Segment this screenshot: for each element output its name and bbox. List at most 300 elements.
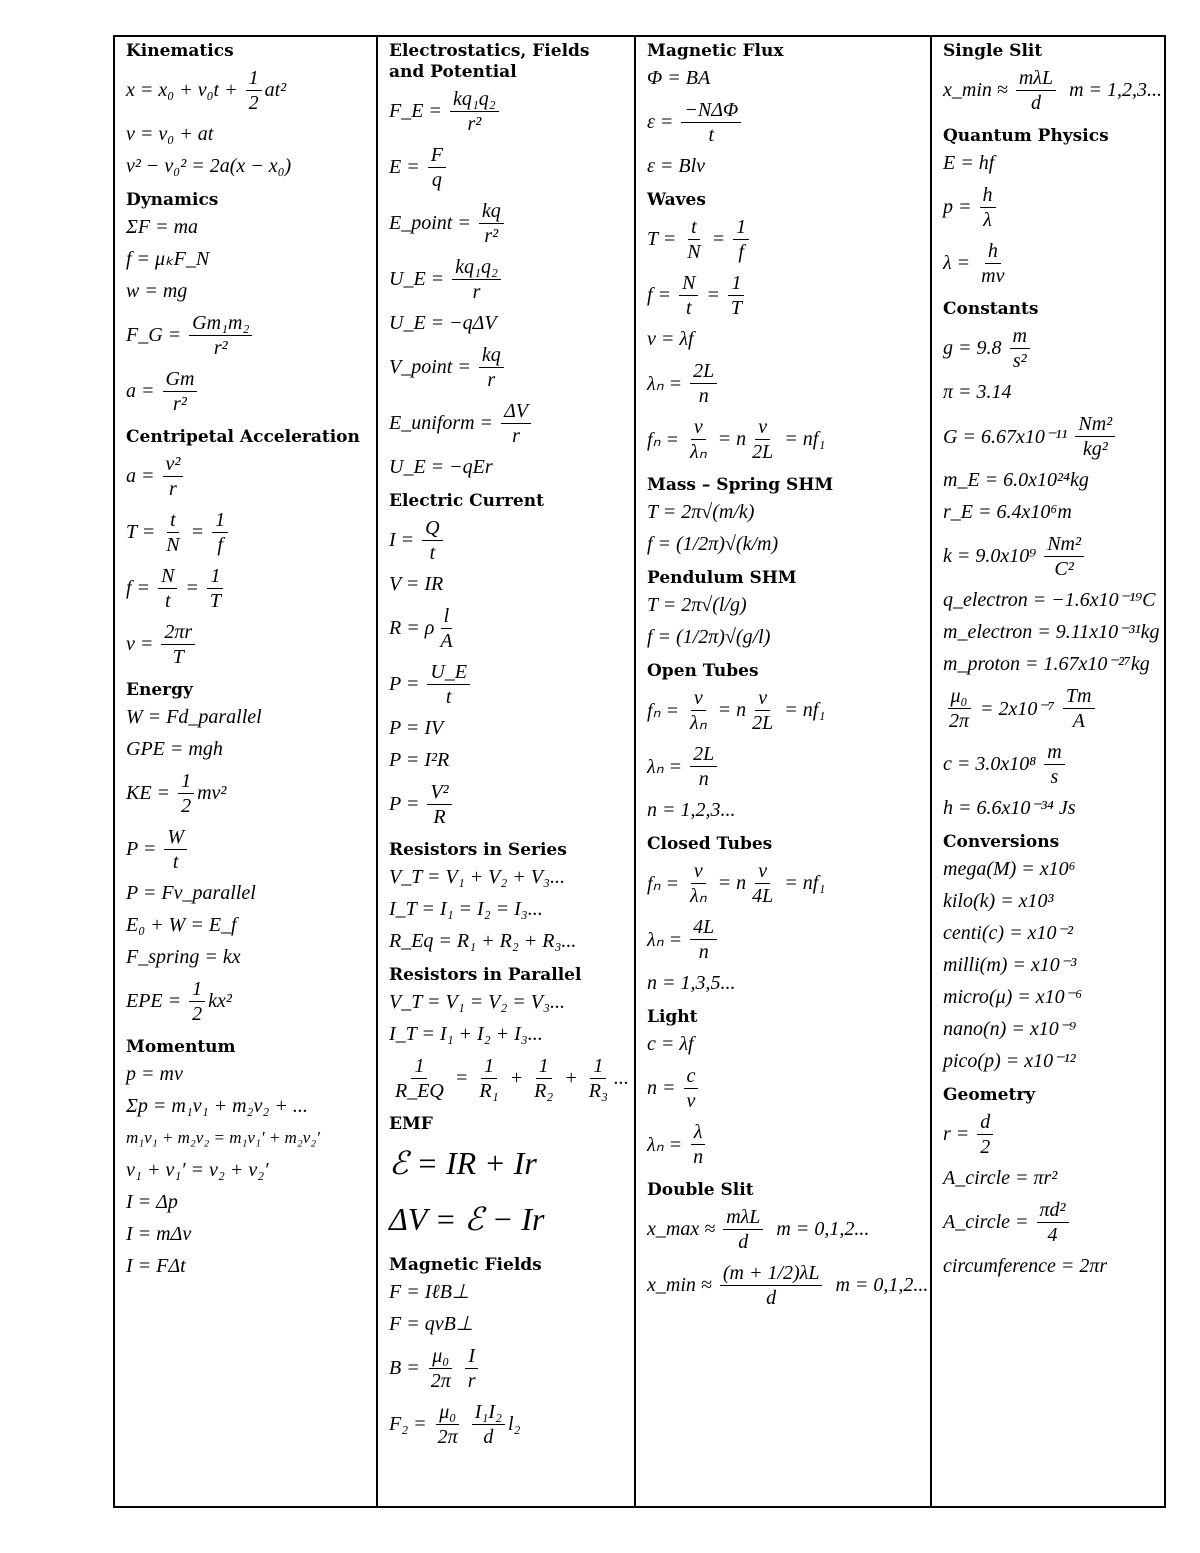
fraction bbox=[246, 66, 262, 115]
denominator: f bbox=[738, 240, 744, 263]
numerator: v² bbox=[163, 452, 184, 477]
formula-lhs: E_uniform = bbox=[389, 411, 499, 434]
formula-lhs: x_max ≈ bbox=[647, 1217, 721, 1240]
denominator: 4 bbox=[1047, 1223, 1058, 1246]
numerator: Q bbox=[422, 516, 442, 541]
numerator: μ₀ bbox=[948, 684, 971, 709]
formula bbox=[389, 1340, 630, 1396]
denominator: λₙ bbox=[690, 440, 707, 463]
section-title: Light bbox=[647, 1007, 698, 1027]
formula: F = IℓB⊥ bbox=[389, 1281, 470, 1303]
numerator: l bbox=[441, 604, 453, 629]
denominator: 4L bbox=[752, 884, 774, 907]
formula: m_electron = 9.11x10⁻³¹kg bbox=[943, 621, 1160, 643]
denominator: r bbox=[169, 477, 177, 500]
formula: GPE = mgh bbox=[126, 738, 223, 760]
fraction bbox=[207, 564, 224, 613]
fraction bbox=[163, 508, 182, 557]
formula-op: = n bbox=[712, 871, 747, 894]
denominator: 2L bbox=[752, 440, 774, 463]
formula bbox=[647, 1257, 929, 1313]
fraction bbox=[679, 271, 698, 320]
numerator: 1 bbox=[189, 977, 205, 1002]
denominator: v bbox=[686, 1089, 696, 1112]
numerator: m bbox=[1044, 740, 1064, 765]
fraction bbox=[1016, 66, 1056, 115]
fraction bbox=[427, 660, 470, 709]
formula bbox=[943, 1194, 1160, 1250]
section-title: Magnetic Flux bbox=[647, 41, 784, 61]
formula-op: + bbox=[559, 1066, 583, 1089]
formula-lhs: λₙ = bbox=[647, 928, 688, 951]
fraction bbox=[479, 199, 504, 248]
denominator: t bbox=[172, 850, 179, 873]
denominator: R₂ bbox=[534, 1079, 554, 1102]
denominator: q bbox=[431, 168, 442, 191]
formula bbox=[126, 616, 372, 672]
section bbox=[389, 41, 630, 483]
formula-lhs: P = bbox=[389, 672, 425, 695]
fraction bbox=[978, 239, 1007, 288]
section bbox=[943, 299, 1160, 824]
formula bbox=[943, 62, 1163, 118]
section-title: Closed Tubes bbox=[647, 834, 773, 854]
formula: m₁v₁ + m₂v₂ = m₁v₁′ + m₂v₂′ bbox=[126, 1128, 320, 1147]
formula bbox=[943, 736, 1160, 792]
formula-rhs: = nf₁ bbox=[779, 427, 826, 450]
formula: v = v₀ + at bbox=[126, 123, 214, 145]
formula: p = mv bbox=[126, 1063, 183, 1085]
formula bbox=[389, 656, 630, 712]
formula: ℰ = IR + Ir bbox=[389, 1145, 537, 1181]
formula bbox=[647, 267, 926, 323]
formula-op: = bbox=[706, 227, 731, 250]
formula bbox=[389, 1050, 630, 1106]
denominator: t bbox=[445, 685, 452, 708]
section-title: Geometry bbox=[943, 1085, 1036, 1105]
formula-op: = bbox=[701, 283, 725, 306]
section bbox=[943, 1085, 1160, 1282]
formula-op: = bbox=[185, 520, 210, 543]
numerator: t bbox=[688, 215, 700, 240]
fraction bbox=[749, 859, 776, 908]
fraction bbox=[437, 604, 455, 653]
formula-rhs: l₂ bbox=[507, 1412, 521, 1435]
formula-lhs: a = bbox=[126, 379, 160, 402]
numerator: kq₁q₂ bbox=[452, 255, 501, 280]
formula-lhs: λₙ = bbox=[647, 755, 688, 778]
section-title: Open Tubes bbox=[647, 661, 759, 681]
denominator: r² bbox=[173, 392, 187, 415]
fraction bbox=[586, 1054, 611, 1103]
denominator: 2L bbox=[752, 711, 774, 734]
formula bbox=[389, 195, 630, 251]
fraction bbox=[161, 620, 195, 669]
numerator: Gm bbox=[163, 367, 198, 392]
fraction bbox=[977, 1110, 993, 1159]
numerator: ΔV bbox=[501, 399, 531, 424]
denominator: N bbox=[166, 533, 180, 556]
formula bbox=[126, 973, 372, 1029]
fraction bbox=[435, 1400, 461, 1449]
numerator: v bbox=[691, 686, 706, 711]
formula-lhs: ε = bbox=[647, 110, 679, 133]
formula bbox=[943, 408, 1160, 464]
section bbox=[943, 832, 1160, 1077]
numerator: mλL bbox=[723, 1205, 763, 1230]
section bbox=[647, 190, 926, 467]
section bbox=[647, 661, 926, 826]
fraction bbox=[164, 825, 187, 874]
fraction bbox=[946, 684, 972, 733]
numerator: v bbox=[691, 859, 706, 884]
formula bbox=[389, 251, 630, 307]
formula: micro(μ) = x10⁻⁶ bbox=[943, 986, 1083, 1008]
formula bbox=[126, 307, 372, 363]
column-2 bbox=[378, 37, 636, 1506]
formula: U_E = −qEr bbox=[389, 456, 493, 478]
formula: mega(M) = x10⁶ bbox=[943, 858, 1076, 880]
denominator: d bbox=[483, 1425, 494, 1448]
numerator: v bbox=[691, 415, 706, 440]
formula: centi(c) = x10⁻² bbox=[943, 922, 1073, 944]
section-title: Dynamics bbox=[126, 190, 219, 210]
fraction bbox=[452, 255, 501, 304]
formula bbox=[126, 560, 372, 616]
formula bbox=[389, 512, 630, 568]
denominator: A bbox=[1072, 709, 1085, 732]
formula bbox=[389, 339, 630, 395]
fraction bbox=[681, 98, 741, 147]
section bbox=[943, 126, 1160, 291]
numerator: N bbox=[158, 564, 177, 589]
numerator: U_E bbox=[427, 660, 470, 685]
section-title: Mass – Spring SHM bbox=[647, 475, 834, 495]
formula-lhs: P = bbox=[389, 792, 425, 815]
fraction bbox=[684, 215, 703, 264]
fraction bbox=[189, 311, 252, 360]
formula-lhs: R = ρ bbox=[389, 616, 435, 639]
numerator: mλL bbox=[1016, 66, 1056, 91]
formula-op: = bbox=[449, 1066, 474, 1089]
formula: I = FΔt bbox=[126, 1255, 186, 1277]
formula: T = 2π√(l/g) bbox=[647, 594, 747, 616]
formula: n = 1,2,3... bbox=[647, 799, 736, 821]
formula: Σp = m₁v₁ + m₂v₂ + ... bbox=[126, 1095, 308, 1117]
numerator: 1 bbox=[590, 1054, 606, 1079]
formula bbox=[126, 504, 372, 560]
formula-op bbox=[464, 1413, 469, 1436]
fraction bbox=[690, 1120, 706, 1169]
section-title: Single Slit bbox=[943, 41, 1043, 61]
formula-lhs: fₙ = bbox=[647, 428, 685, 451]
denominator: 2π bbox=[949, 709, 970, 732]
fraction bbox=[687, 686, 710, 735]
formula-lhs: v = bbox=[126, 632, 159, 655]
fraction bbox=[476, 1054, 501, 1103]
formula-lhs: E = bbox=[389, 155, 425, 178]
denominator: n bbox=[693, 1145, 704, 1168]
formula-rhs: m = 0,1,2... bbox=[825, 1273, 929, 1296]
denominator: d bbox=[1030, 91, 1041, 114]
numerator: (m + 1/2)λL bbox=[720, 1261, 823, 1286]
denominator: R bbox=[433, 805, 446, 828]
section-title: Waves bbox=[647, 190, 706, 210]
formula-lhs: I = bbox=[389, 528, 420, 551]
formula-rhs: ... bbox=[613, 1066, 629, 1089]
fraction bbox=[212, 508, 228, 557]
numerator: V² bbox=[427, 780, 451, 805]
formula: f = μₖF_N bbox=[126, 248, 210, 270]
column-1 bbox=[115, 37, 378, 1506]
formula: F = qvB⊥ bbox=[389, 1313, 474, 1335]
numerator: 1 bbox=[212, 508, 228, 533]
fraction bbox=[733, 215, 749, 264]
formula-lhs: U_E = bbox=[389, 267, 450, 290]
denominator: n bbox=[698, 384, 709, 407]
numerator: Gm₁m₂ bbox=[189, 311, 252, 336]
formula: P = I²R bbox=[389, 749, 450, 771]
formula-rhs: m = 1,2,3... bbox=[1059, 78, 1163, 101]
fraction bbox=[163, 452, 184, 501]
formula-lhs: KE = bbox=[126, 781, 176, 804]
numerator: h bbox=[985, 239, 1001, 264]
denominator: 2 bbox=[192, 1002, 203, 1025]
formula: ε = Blv bbox=[647, 155, 706, 177]
formula bbox=[126, 765, 372, 821]
formula-lhs: T = bbox=[126, 520, 161, 543]
formula-lhs: p = bbox=[943, 195, 977, 218]
numerator: 1 bbox=[411, 1054, 427, 1079]
numerator: 2L bbox=[690, 742, 717, 767]
numerator: h bbox=[980, 183, 996, 208]
fraction bbox=[749, 415, 776, 464]
section bbox=[126, 190, 372, 419]
fraction bbox=[422, 516, 442, 565]
formula-lhs: f = bbox=[647, 283, 677, 306]
numerator: I₁I₂ bbox=[472, 1400, 505, 1425]
formula: r_E = 6.4x10⁶m bbox=[943, 501, 1072, 523]
fraction bbox=[684, 1064, 699, 1113]
section-title: Quantum Physics bbox=[943, 126, 1109, 146]
section bbox=[647, 475, 926, 560]
denominator: 2 bbox=[248, 91, 259, 114]
fraction bbox=[1075, 412, 1115, 461]
fraction bbox=[687, 415, 710, 464]
formula bbox=[943, 179, 1160, 235]
fraction bbox=[428, 1344, 454, 1393]
formula-lhs: f = bbox=[126, 576, 156, 599]
fraction bbox=[158, 564, 177, 613]
denominator: n bbox=[698, 767, 709, 790]
numerator: F bbox=[428, 143, 446, 168]
denominator: kg² bbox=[1082, 437, 1108, 460]
denominator: 2π bbox=[437, 1425, 458, 1448]
formula: circumference = 2πr bbox=[943, 1255, 1108, 1277]
numerator: t bbox=[167, 508, 179, 533]
numerator: kq bbox=[479, 199, 504, 224]
formula bbox=[647, 355, 926, 411]
formula: F_spring = kx bbox=[126, 946, 241, 968]
section bbox=[126, 1037, 372, 1282]
numerator: W bbox=[164, 825, 187, 850]
numerator: v bbox=[755, 415, 770, 440]
formula bbox=[389, 83, 630, 139]
fraction bbox=[427, 780, 451, 829]
section bbox=[647, 568, 926, 653]
denominator: mv bbox=[981, 264, 1005, 287]
formula-rhs: at² bbox=[264, 78, 287, 101]
fraction bbox=[178, 769, 194, 818]
denominator: T bbox=[209, 589, 222, 612]
formula: Φ = BA bbox=[647, 67, 711, 89]
formula-lhs: F_G = bbox=[126, 323, 187, 346]
formula: P = Fv_parallel bbox=[126, 882, 256, 904]
denominator: s bbox=[1050, 765, 1059, 788]
numerator: μ₀ bbox=[429, 1344, 452, 1369]
formula bbox=[943, 235, 1160, 291]
numerator: N bbox=[679, 271, 698, 296]
fraction bbox=[1063, 684, 1095, 733]
fraction bbox=[1044, 740, 1064, 789]
numerator: 1 bbox=[207, 564, 223, 589]
formula bbox=[647, 94, 926, 150]
denominator: C² bbox=[1054, 557, 1074, 580]
denominator: T bbox=[172, 645, 184, 668]
formula-lhs: V_point = bbox=[389, 355, 476, 378]
section-title: Energy bbox=[126, 680, 193, 700]
formula-lhs: n = bbox=[647, 1076, 681, 1099]
section bbox=[647, 834, 926, 999]
fraction bbox=[690, 915, 717, 964]
numerator: 1 bbox=[246, 66, 262, 91]
column-3 bbox=[636, 37, 932, 1506]
formula: v = λf bbox=[647, 328, 694, 350]
fraction bbox=[392, 1054, 447, 1103]
formula-rhs: m = 0,1,2... bbox=[766, 1217, 870, 1240]
formula-lhs: k = 9.0x10⁹ bbox=[943, 544, 1042, 567]
formula: nano(n) = x10⁻⁹ bbox=[943, 1018, 1077, 1040]
formula-lhs: x_min ≈ bbox=[647, 1273, 717, 1296]
formula bbox=[389, 139, 630, 195]
numerator: Tm bbox=[1063, 684, 1095, 709]
formula bbox=[389, 776, 630, 832]
formula: V = IR bbox=[389, 573, 444, 595]
formula: m_proton = 1.67x10⁻²⁷kg bbox=[943, 653, 1150, 675]
formula-lhs: A_circle = bbox=[943, 1210, 1034, 1233]
denominator: t bbox=[685, 296, 692, 319]
formula-lhs: T = bbox=[647, 227, 682, 250]
section bbox=[943, 41, 1163, 118]
formula: I_T = I₁ = I₂ = I₃... bbox=[389, 898, 543, 920]
numerator: 1 bbox=[536, 1054, 552, 1079]
denominator: λ bbox=[983, 208, 992, 231]
fraction bbox=[465, 1344, 479, 1393]
formula: T = 2π√(m/k) bbox=[647, 501, 755, 523]
fraction bbox=[501, 399, 531, 448]
section bbox=[389, 491, 630, 832]
denominator: f bbox=[217, 533, 223, 556]
section-title: EMF bbox=[389, 1114, 433, 1134]
formula-lhs: x = x₀ + v₀t + bbox=[126, 78, 243, 101]
fraction bbox=[472, 1400, 505, 1449]
formula bbox=[126, 448, 372, 504]
section-title: Electrostatics, Fields and Potential bbox=[389, 41, 590, 82]
numerator: 2πr bbox=[161, 620, 195, 645]
denominator: r² bbox=[467, 112, 482, 135]
formula-op: + bbox=[504, 1066, 529, 1089]
formula-lhs: E_point = bbox=[389, 211, 476, 234]
formula: f = (1/2π)√(k/m) bbox=[647, 533, 779, 555]
fraction bbox=[1044, 532, 1084, 581]
section bbox=[389, 840, 630, 957]
section bbox=[647, 41, 926, 182]
formula: V_T = V₁ = V₂ = V₃... bbox=[389, 991, 565, 1013]
formula bbox=[943, 1106, 1160, 1162]
numerator: 4L bbox=[690, 915, 717, 940]
formula: h = 6.6x10⁻³⁴ Js bbox=[943, 797, 1076, 819]
denominator: λₙ bbox=[690, 711, 707, 734]
section bbox=[647, 1180, 929, 1313]
formula: milli(m) = x10⁻³ bbox=[943, 954, 1077, 976]
formula-op bbox=[457, 1357, 462, 1380]
formula: n = 1,3,5... bbox=[647, 972, 736, 994]
denominator: r bbox=[487, 368, 496, 391]
numerator: 1 bbox=[178, 769, 194, 794]
formula bbox=[647, 411, 926, 467]
formula-lhs: c = 3.0x10⁸ bbox=[943, 752, 1042, 775]
formula bbox=[647, 1060, 926, 1116]
section bbox=[389, 1114, 630, 1247]
formula-lhs: P = bbox=[126, 837, 162, 860]
formula bbox=[943, 680, 1160, 736]
formula bbox=[647, 1116, 926, 1172]
denominator: t bbox=[708, 123, 715, 146]
formula bbox=[389, 395, 630, 451]
fraction bbox=[189, 977, 205, 1026]
formula bbox=[647, 911, 926, 967]
numerator: kq₁q₂ bbox=[450, 87, 499, 112]
formula-op: = bbox=[180, 576, 204, 599]
formula bbox=[647, 855, 926, 911]
formula: R_Eq = R₁ + R₂ + R₃... bbox=[389, 930, 577, 952]
denominator: T bbox=[730, 296, 743, 319]
numerator: kq bbox=[479, 343, 504, 368]
fraction bbox=[687, 859, 710, 908]
formula-rhs: kx² bbox=[208, 989, 232, 1012]
fraction bbox=[479, 343, 504, 392]
formula: U_E = −qΔV bbox=[389, 312, 497, 334]
section-title: Resistors in Series bbox=[389, 840, 567, 860]
formula: V_T = V₁ + V₂ + V₃... bbox=[389, 866, 565, 888]
denominator: r bbox=[512, 424, 520, 447]
formula-lhs: a = bbox=[126, 464, 160, 487]
numerator: 1 bbox=[733, 215, 749, 240]
numerator: c bbox=[684, 1064, 699, 1089]
formula-op: = n bbox=[712, 427, 747, 450]
numerator: v bbox=[755, 686, 770, 711]
fraction bbox=[450, 87, 499, 136]
numerator: 2L bbox=[690, 359, 717, 384]
formula: q_electron = −1.6x10⁻¹⁹C bbox=[943, 589, 1156, 611]
formula: I = mΔv bbox=[126, 1223, 192, 1245]
section-title: Momentum bbox=[126, 1037, 236, 1057]
formula bbox=[126, 62, 372, 118]
formula-lhs: F_E = bbox=[389, 99, 447, 122]
formula-lhs: F₂ = bbox=[389, 1412, 432, 1435]
formula bbox=[389, 1396, 630, 1452]
section bbox=[126, 41, 372, 182]
